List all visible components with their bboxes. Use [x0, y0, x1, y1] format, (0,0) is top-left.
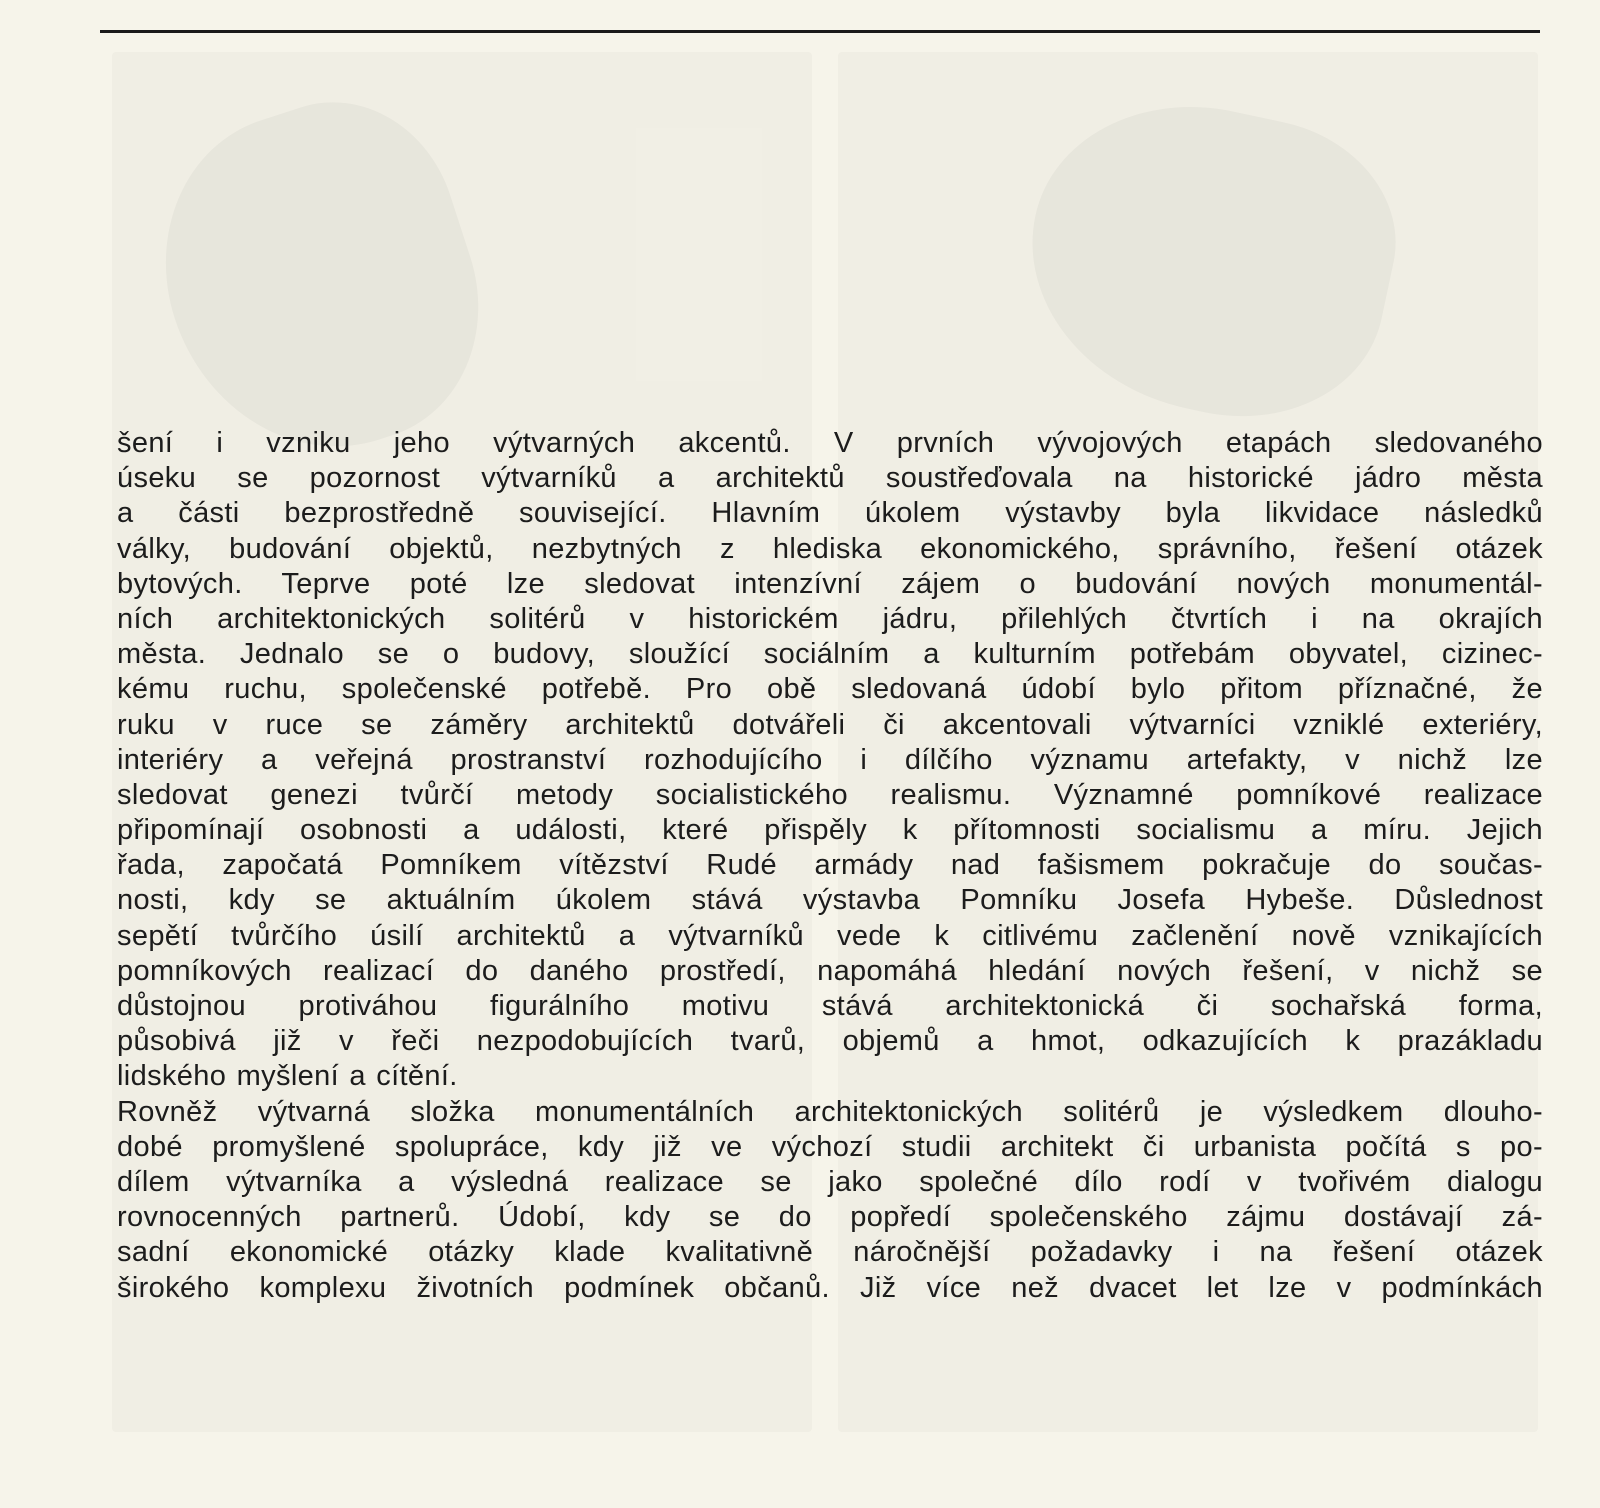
paragraph-2 — [117, 1095, 1543, 1306]
text-line: bytových. Teprve poté lze sledovat intenzívní zájem o budování nových monumentál- — [117, 567, 1543, 600]
top-rule — [100, 30, 1540, 33]
text-line: šení i vzniku jeho výtvarných akcentů. V prvních vývojových etapách sledovaného — [117, 427, 1543, 459]
text-line: důstojnou protiváhou figurálního motivu stává architektonická či sochařská forma, — [117, 990, 1543, 1022]
text-line: dílem výtvarníka a výsledná realizace se jako společné dílo rodí v tvořivém dialogu — [117, 1165, 1543, 1198]
text-line: a části bezprostředně související. Hlavním úkolem výstavby byla likvidace následků — [117, 497, 1543, 530]
text-line: interiéry a veřejná prostranství rozhodujícího i dílčího významu artefakty, v nichž lze — [117, 743, 1543, 776]
text-line: města. Jednalo se o budovy, sloužící sociálním a kulturním potřebám obyvatel, cizinec- — [117, 638, 1543, 671]
text-line: úseku se pozornost výtvarníků a architektů soustřeďovala na historické jádro města — [117, 462, 1543, 495]
text-line: ních architektonických solitérů v historickém jádru, přilehlých čtvrtích i na okrajích — [117, 602, 1543, 635]
text-line: kému ruchu, společenské potřebě. Pro obě sledovaná údobí bylo přitom příznačné, že — [117, 673, 1543, 706]
text-line: války, budování objektů, nezbytných z hlediska ekonomického, správního, řešení otázek — [117, 532, 1543, 565]
text-line: sepětí tvůrčího úsilí architektů a výtvarníků vede k citlivému začlenění nově vznikajících — [117, 919, 1543, 952]
text-line: řada, započatá Pomníkem vítězství Rudé armády nad fašismem pokračuje do součas- — [117, 849, 1543, 882]
text-line: připomínají osobnosti a události, které přispěly k přítomnosti socialismu a míru. Jejich — [117, 814, 1543, 847]
text-line: pomníkových realizací do daného prostředí, napomáhá hledání nových řešení, v nichž se — [117, 954, 1543, 987]
text-line: rovnocenných partnerů. Údobí, kdy se do popředí společenského zájmu dostávají zá- — [117, 1201, 1543, 1234]
text-line: působivá již v řeči nezpodobujících tvarů, objemů a hmot, odkazujících k prazákladu — [117, 1025, 1543, 1058]
text-line: lidského myšlení a cítění. — [117, 1060, 458, 1093]
body-text — [117, 426, 1543, 1306]
text-line: širokého komplexu životních podmínek občanů. Již více než dvacet let lze v podmínkách — [117, 1271, 1543, 1304]
text-line: ruku v ruce se záměry architektů dotvářeli či akcentovali výtvarníci vzniklé exteriéry, — [117, 708, 1543, 741]
paragraph-1 — [117, 426, 1543, 1095]
text-line: sadní ekonomické otázky klade kvalitativně náročnější požadavky i na řešení otázek — [117, 1236, 1543, 1269]
text-line: dobé promyšlené spolupráce, kdy již ve výchozí studii architekt či urbanista počítá s po- — [117, 1130, 1543, 1163]
text-line: sledovat genezi tvůrčí metody socialistického realismu. Významné pomníkové realizace — [117, 778, 1543, 811]
text-line: Rovněž výtvarná složka monumentálních architektonických solitérů je výsledkem dlouho- — [117, 1095, 1543, 1128]
text-line: nosti, kdy se aktuálním úkolem stává výstavba Pomníku Josefa Hybeše. Důslednost — [117, 884, 1543, 917]
